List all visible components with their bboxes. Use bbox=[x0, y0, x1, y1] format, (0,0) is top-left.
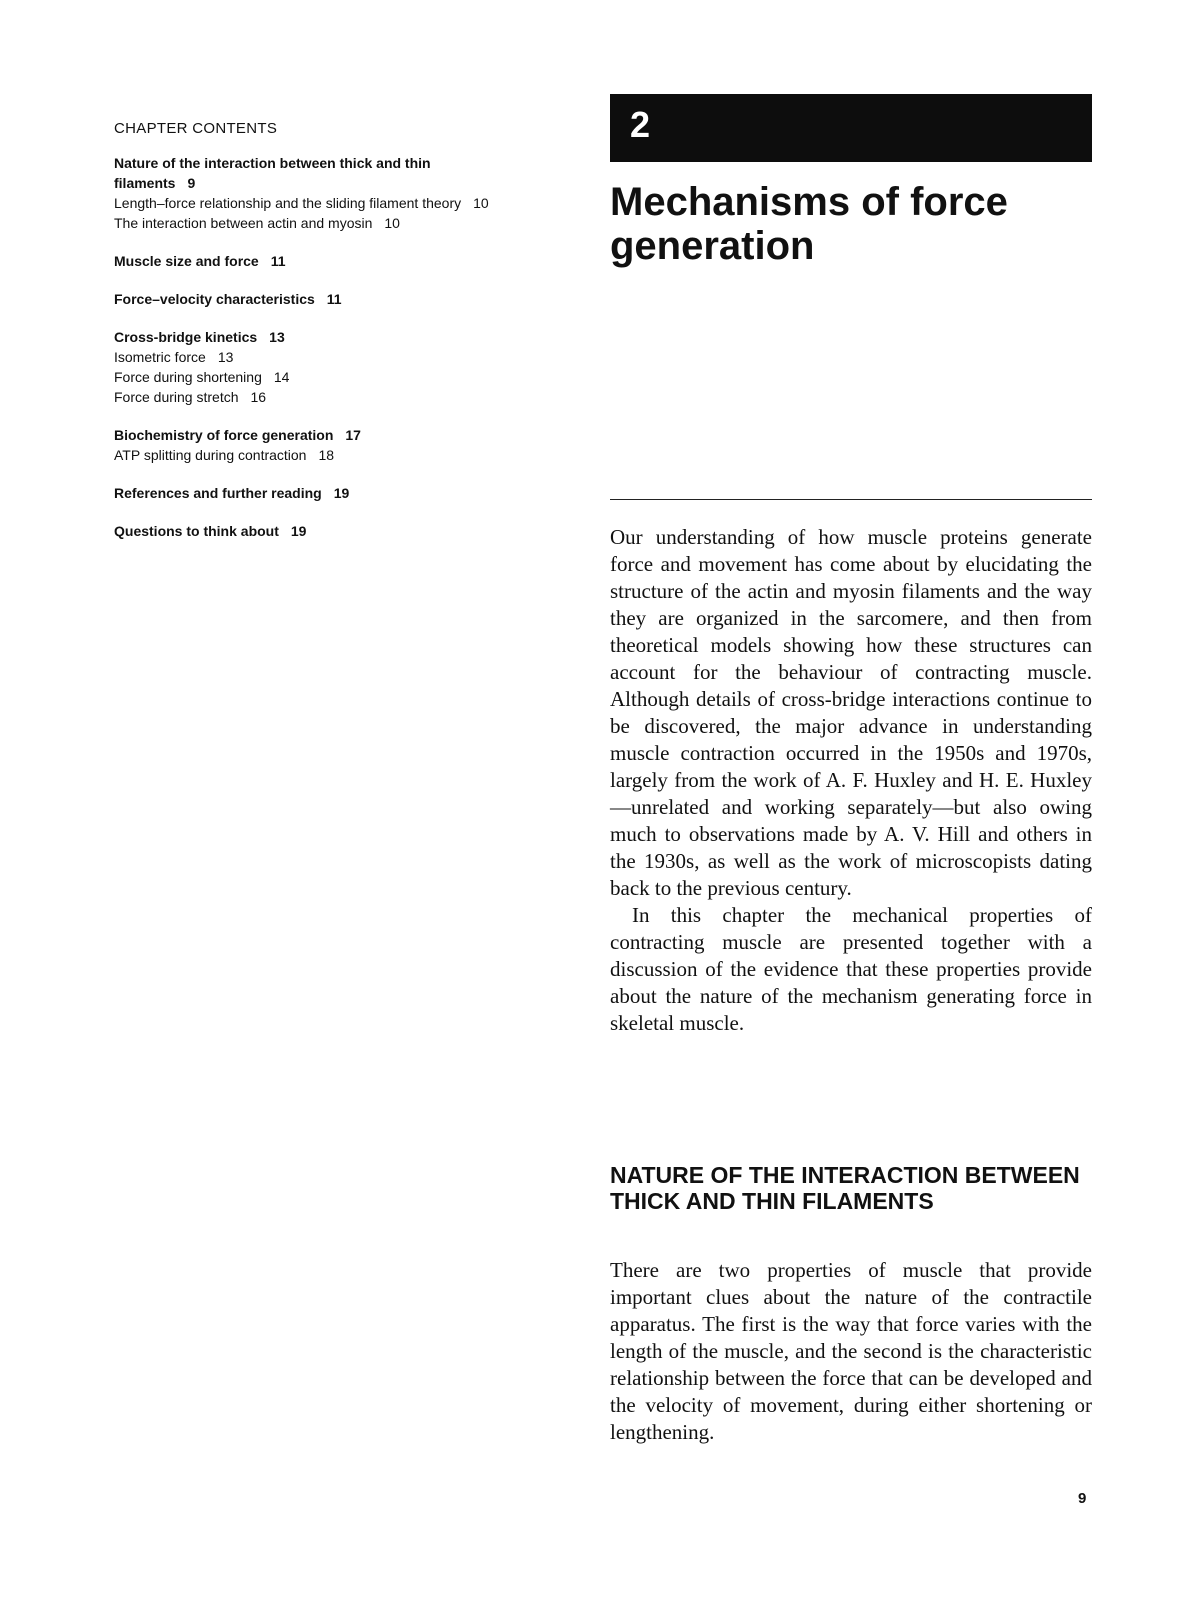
entry-page-number: 13 bbox=[217, 349, 234, 365]
contents-sub-entry bbox=[114, 445, 514, 465]
contents-group bbox=[114, 251, 514, 271]
section-paragraph: There are two properties of muscle that provide important clues about the nature of the contractile apparatus. The first is the way that force varies with the length of the muscle, and the second is the characteristic relationship between the force that can be developed and the velocity of movement, during either shortening or lengthening. bbox=[610, 1258, 1092, 1444]
intro-paragraph: Our understanding of how muscle proteins generate force and movement has come about by elucidating the structure of the actin and myosin filaments and the way they are organized in the sarcomere, and then from theoretical models showing how these structures can account for the behaviour of contracting muscle. Although details of cross-bridge interactions continue to be discovered, the major advance in understanding muscle contraction occurred in the 1950s and 1970s, largely from the work of A. F. Huxley and H. E. Huxley—unrelated and working separately—but also owing much to observations made by A. V. Hill and others in the 1930s, as well as the work of microscopists dating back to the previous century. bbox=[610, 525, 1092, 900]
entry-title: References and further reading bbox=[114, 485, 322, 501]
entry-page-number: 10 bbox=[384, 215, 400, 231]
entry-page-number: 16 bbox=[250, 389, 267, 405]
entry-page-number: 18 bbox=[318, 447, 335, 463]
contents-sub-entry bbox=[114, 347, 514, 367]
contents-group bbox=[114, 153, 514, 233]
contents-main-entry bbox=[114, 425, 514, 445]
entry-title: Force during stretch bbox=[114, 389, 239, 405]
contents-group bbox=[114, 327, 514, 407]
entry-title: Length–force relationship and the sliding filament theory bbox=[114, 195, 462, 211]
chapter-number-banner bbox=[610, 94, 1092, 162]
entry-title: Force during shortening bbox=[114, 369, 262, 385]
entry-page-number: 9 bbox=[187, 175, 196, 191]
section-heading: NATURE OF THE INTERACTION BETWEEN THICK AND THIN FILAMENTS bbox=[610, 1162, 1080, 1214]
entry-title: Isometric force bbox=[114, 349, 206, 365]
entry-page-number: 13 bbox=[269, 329, 285, 345]
contents-main-entry bbox=[114, 153, 514, 193]
entry-title: ATP splitting during contraction bbox=[114, 447, 307, 463]
entry-title: Muscle size and force bbox=[114, 253, 259, 269]
intro-text bbox=[610, 524, 1092, 1037]
contents-main-entry bbox=[114, 289, 514, 309]
contents-main-entry bbox=[114, 521, 514, 541]
chapter-title: Mechanisms of force generation bbox=[610, 180, 1008, 268]
contents-heading: CHAPTER CONTENTS bbox=[114, 120, 278, 137]
divider-rule bbox=[610, 499, 1092, 500]
entry-title: Questions to think about bbox=[114, 523, 279, 539]
contents-sub-entry bbox=[114, 213, 514, 233]
section-body bbox=[610, 1257, 1092, 1446]
contents-main-entry bbox=[114, 327, 514, 347]
entry-page-number: 10 bbox=[473, 195, 489, 211]
contents-list bbox=[114, 153, 514, 541]
entry-page-number: 14 bbox=[273, 369, 290, 385]
entry-page-number: 11 bbox=[270, 253, 286, 269]
contents-main-entry bbox=[114, 483, 514, 503]
entry-page-number: 19 bbox=[333, 485, 350, 501]
entry-page-number: 19 bbox=[290, 523, 307, 539]
chapter-contents bbox=[114, 120, 514, 559]
chapter-number: 2 bbox=[630, 104, 651, 145]
contents-sub-entry bbox=[114, 387, 514, 407]
entry-title: The interaction between actin and myosin bbox=[114, 215, 373, 231]
contents-group bbox=[114, 425, 514, 465]
entry-title: Biochemistry of force generation bbox=[114, 427, 334, 443]
contents-group bbox=[114, 483, 514, 503]
contents-sub-entry bbox=[114, 367, 514, 387]
entry-title: Force–velocity characteristics bbox=[114, 291, 315, 307]
entry-page-number: 17 bbox=[345, 427, 361, 443]
contents-group bbox=[114, 521, 514, 541]
contents-group bbox=[114, 289, 514, 309]
contents-main-entry bbox=[114, 251, 514, 271]
contents-sub-entry bbox=[114, 193, 514, 213]
entry-title: Nature of the interaction between thick and thin filaments bbox=[114, 155, 431, 191]
entry-title: Cross-bridge kinetics bbox=[114, 329, 258, 345]
entry-page-number: 11 bbox=[326, 291, 342, 307]
intro-paragraph: In this chapter the mechanical properties of contracting muscle are presented together with a discussion of the evidence that these properties provide about the nature of the mechanism generating force in skeletal muscle. bbox=[610, 903, 1092, 1035]
page-number: 9 bbox=[1078, 1490, 1087, 1507]
